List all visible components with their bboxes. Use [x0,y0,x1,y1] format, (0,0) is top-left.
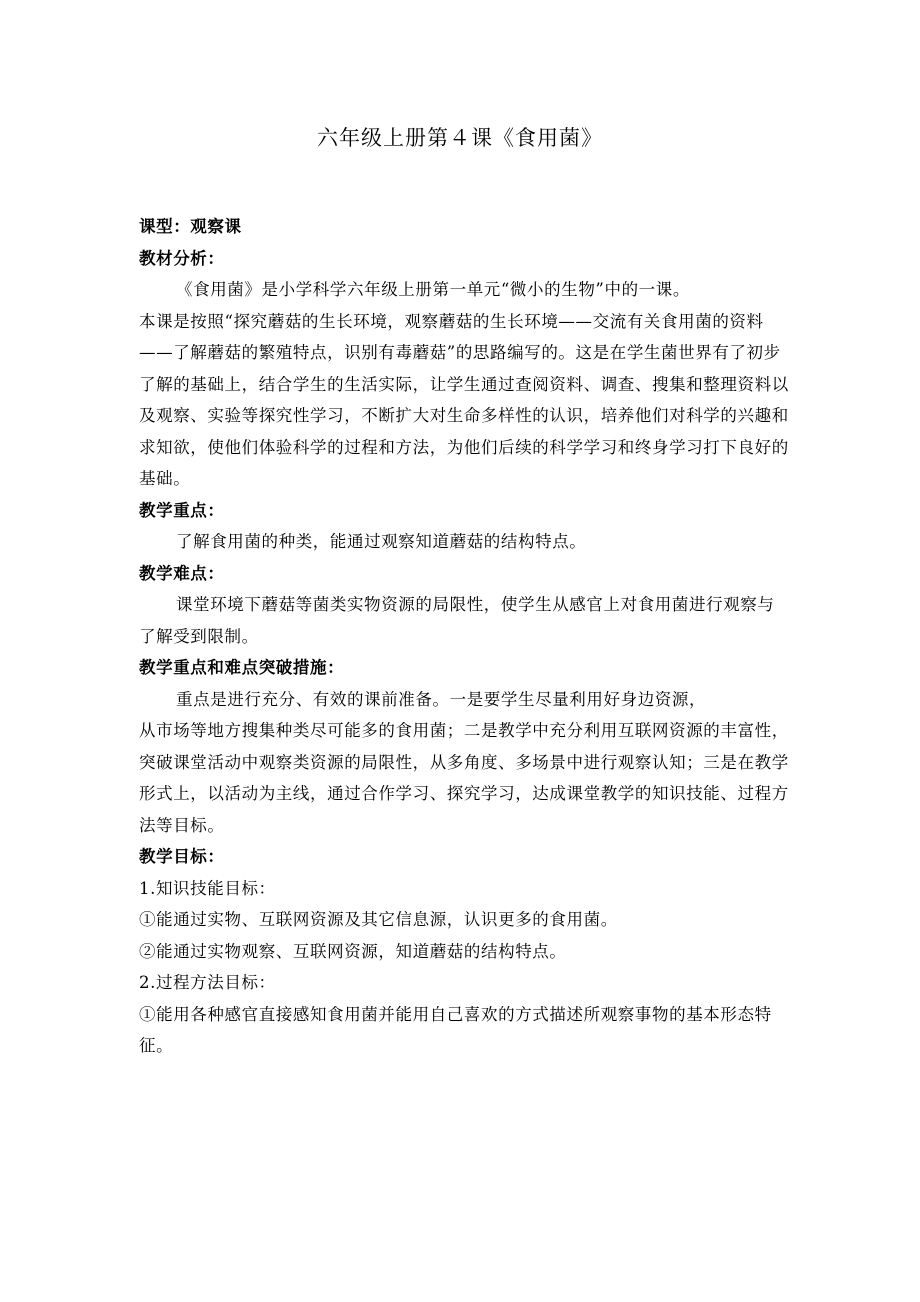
document-body [139,211,789,1062]
goals-heading: 教学目标： [139,847,225,866]
analysis-paragraph-2: 本课是按照“探究蘑菇的生长环境，观察蘑菇的生长环境——交流有关食用菌的资料——了解蘑菇的繁殖特点，识别有毒蘑菇”的思路编写的。这是在学生菌世界有了初步了解的基础上，结合学生的生活实际，让学生通过查阅资料、调查、搜集和整理资料以及观察、实验等探究性学习，不断扩大对生命多样性的认识，培养他们对科学的兴趣和求知欲，使他们体验科学的过程和方法，为他们后续的科学学习和终身学习打下良好的基础。 [139,311,789,488]
goal1-heading: 1.知识技能目标： [139,878,276,898]
measures-paragraph-2: 从市场等地方搜集种类尽可能多的食用菌；二是教学中充分利用互联网资源的丰富性，突破课堂活动中观察类资源的局限性，从多角度、多场景中进行观察认知；三是在教学形式上，以活动为主线，通过合作学习、探究学习，达成课堂教学的知识技能、过程方法等目标。 [139,721,789,835]
key-points-text: 了解食用菌的种类，能通过观察知道蘑菇的结构特点。 [176,532,587,551]
analysis-heading: 教材分析： [139,248,225,268]
difficulty-text: 课堂环境下蘑菇等菌类实物资源的局限性，使学生从感官上对食用菌进行观察与了解受到限制。 [139,595,775,646]
analysis-paragraph-1: 《食用菌》是小学科学六年级上册第一单元“微小的生物”中的一课。 [176,280,690,299]
goal2-item-1: ①能用各种感官直接感知食用菌并能用自己喜欢的方式描述所观察事物的基本形态特征。 [139,1004,772,1055]
course-type: 课型：观察课 [139,217,242,236]
page-title: 六年级上册第４课《食用菌》 [317,126,603,150]
goal1-item-1: ①能通过实物、互联网资源及其它信息源，认识更多的食用菌。 [139,910,618,929]
difficulty-heading: 教学难点： [139,563,225,583]
key-points-heading: 教学重点： [139,500,225,520]
goal1-item-2: ②能通过实物观察、互联网资源，知道蘑菇的结构特点。 [139,941,567,961]
goal2-heading: 2.过程方法目标： [139,973,276,992]
measures-heading: 教学重点和难点突破措施： [139,658,345,677]
measures-paragraph-1: 重点是进行充分、有效的课前准备。一是要学生尽量利用好身边资源， [176,689,707,709]
